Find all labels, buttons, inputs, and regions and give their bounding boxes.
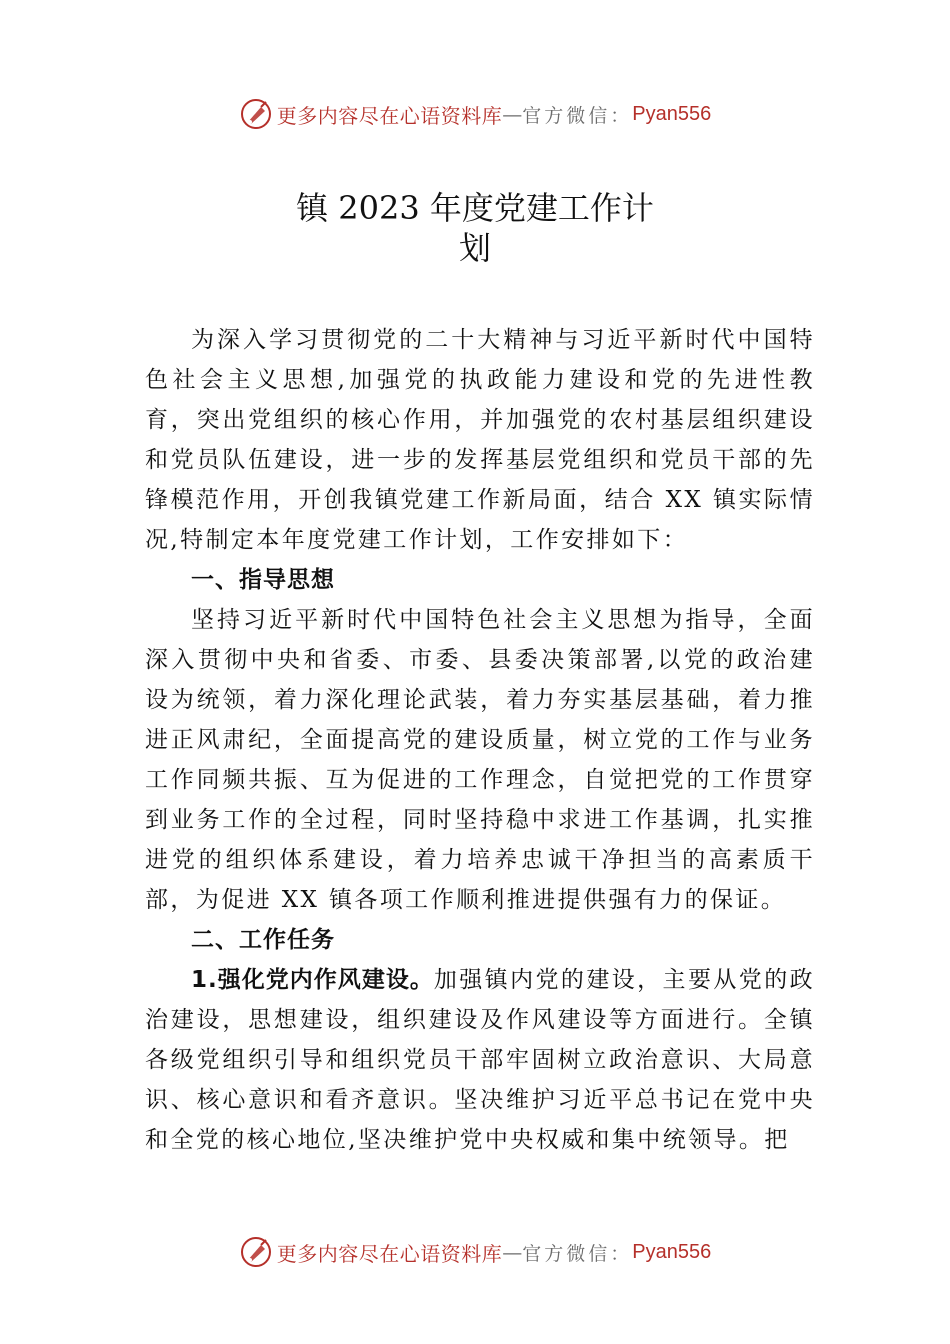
watermark-wechat-label: 官方微信：	[522, 1242, 633, 1265]
section-heading-guiding-ideology: 一、指导思想	[191, 567, 335, 593]
section-heading-work-tasks: 二、工作任务	[191, 927, 335, 953]
document-body	[145, 320, 815, 1160]
watermark-dash: —	[502, 1240, 523, 1264]
task-item-1-body: 加强镇内党的建设，主要从党的政治建设，思想建设，组织建设及作风建设等方面进行。全镇各级党组织引导和组织党员干部牢固树立政治意识、大局意识、核心意识和看齐意识。坚决维护习近平总书记在党中央和全党的核心地位,坚决维护党中央权威和集中统领导。把	[145, 967, 816, 1153]
watermark-wechat-id: Pyan556	[632, 1240, 712, 1263]
watermark-text: 更多内容尽在心语资料库	[276, 1241, 503, 1266]
pen-nib-circle-icon	[239, 97, 273, 131]
watermark-dash: —	[502, 102, 523, 126]
header-watermark	[0, 94, 950, 134]
watermark-wechat-id: Pyan556	[632, 102, 712, 125]
pen-nib-circle-icon	[239, 1235, 273, 1269]
task-item-1-lead: 1.强化党内作风建设。	[191, 967, 434, 993]
document-title-text: 镇 2023 年度党建工作计划	[296, 189, 654, 267]
footer-watermark	[0, 1232, 950, 1272]
document-title	[0, 188, 950, 268]
task-item-1	[145, 960, 815, 1160]
guiding-ideology-paragraph: 坚持习近平新时代中国特色社会主义思想为指导，全面深入贯彻中央和省委、市委、县委决策部署,以党的政治建设为统领，着力深化理论武装，着力夯实基层基础，着力推进正风肃纪，全面提高党的建设质量，树立党的工作与业务工作同频共振、互为促进的工作理念，自觉把党的工作贯穿到业务工作的全过程，同时坚持稳中求进工作基调，扎实推进党的组织体系建设，着力培养忠诚干净担当的高素质干部，为促进 XX 镇各项工作顺利推进提供强有力的保证。	[145, 607, 815, 913]
watermark-wechat-label: 官方微信：	[522, 104, 633, 127]
intro-paragraph: 为深入学习贯彻党的二十大精神与习近平新时代中国特色社会主义思想,加强党的执政能力建设和党的先进性教育，突出党组织的核心作用，并加强党的农村基层组织建设和党员队伍建设，进一步的发挥基层党组织和党员干部的先锋模范作用，开创我镇党建工作新局面，结合 XX 镇实际情况,特制定本年度党建工作计划，工作安排如下：	[145, 327, 815, 553]
watermark-text: 更多内容尽在心语资料库	[276, 103, 503, 128]
